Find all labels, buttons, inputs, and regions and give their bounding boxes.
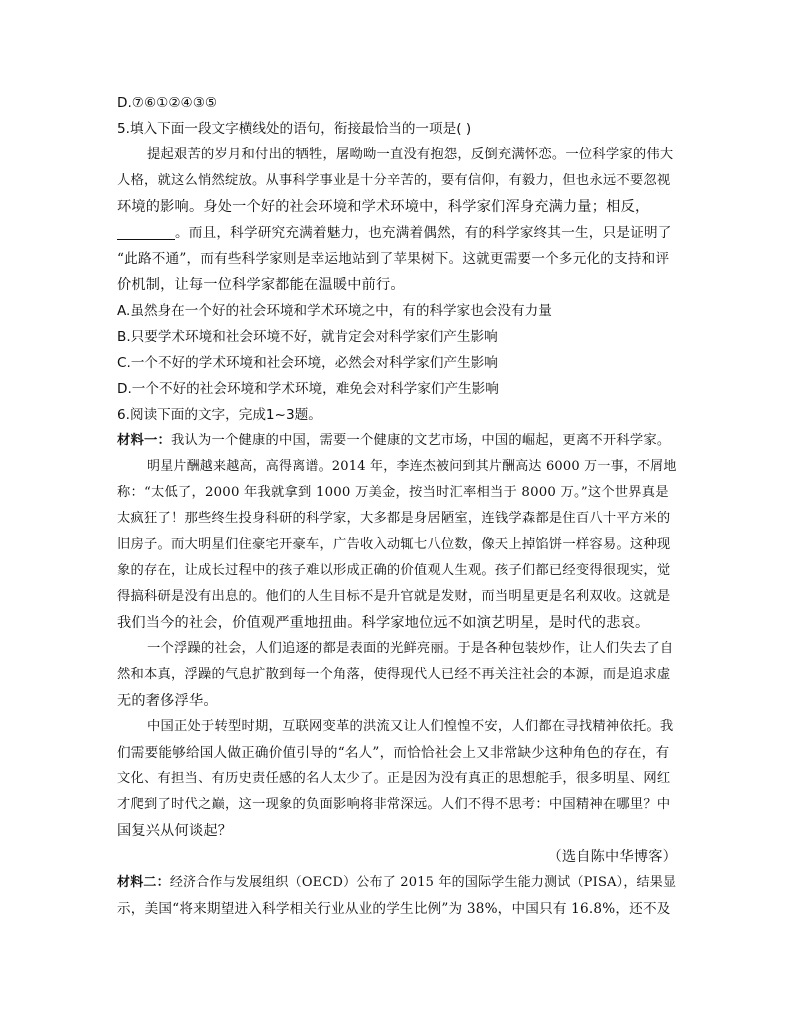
q5-passage-line-5: “此路不通”，而有些科学家则是幸运地站到了苹果树下。这就更需要一个多元化的支持和评 <box>117 251 670 267</box>
q5-passage-line-4 <box>117 220 677 246</box>
material-2-first-line <box>117 870 677 896</box>
question-5-stem: 5.填入下面一段文字横线处的语句，衔接最恰当的一项是( ) <box>117 121 472 137</box>
q5-option-a: A.虽然身在一个好的社会环境和学术环境之中，有的科学家也会没有力量 <box>117 303 552 319</box>
material-1-first-line <box>117 428 677 454</box>
q5-passage-line-6: 价机制，让每一位科学家都能在温暖中前行。 <box>117 277 405 293</box>
m1-line-6: 得搞科研是没有出息的。他们的人生目标不是升官就是发财，而当明星更是名利双收。这就是 <box>117 589 671 604</box>
m1-line-14: 才爬到了时代之巅，这一现象的负面影响将非常深远。人们不得不思考：中国精神在哪里？中 <box>117 797 671 812</box>
material-2-label: 材料二： <box>117 875 170 890</box>
source-attribution: （选自陈中华博客） <box>547 849 677 865</box>
q5-passage-line-3: 环境的影响。身处一个好的社会环境和学术环境中，科学家们浑身充满力量；相反， <box>117 199 650 215</box>
m1-line-1: 明星片酬越来越高，高得离谱。2014 年，李连杰被问到其片酬高达 6000 万一事，不屑地 <box>147 459 677 474</box>
m1-line-5: 象的存在，让成长过程中的孩子难以形成正确的价值观人生观。孩子们都已经变得很现实，觉 <box>117 563 671 578</box>
m1-line-4: 旧房子。而大明星们住豪宅开豪车，广告收入动辄七八位数，像天上掉馅饼一样容易。这种现 <box>117 537 671 552</box>
m1-line-2: 称：“太低了，2000 年我就拿到 1000 万美金，按当时汇率相当于 8000 万。”这个世界真是 <box>117 485 669 500</box>
q5-option-b: B.只要学术环境和社会环境不好，就肯定会对科学家们产生影响 <box>117 329 498 345</box>
q5-option-c: C.一个不好的学术环境和社会环境，必然会对科学家们产生影响 <box>117 355 498 371</box>
m1-line-9: 然和本真，浮躁的气息扩散到每一个角落，使得现代人已经不再关注社会的本源，而是追求虚 <box>117 667 671 682</box>
material-1-label: 材料一： <box>117 433 171 448</box>
m1-line-11: 中国正处于转型时期，互联网变革的洪流又让人们惶惶不安，人们都在寻找精神依托。我 <box>147 719 674 734</box>
m1-line-12: 们需要能够给国人做正确价值引导的“名人”，而恰恰社会上又非常缺少这种角色的存在，有 <box>117 745 670 761</box>
m1-line-8: 一个浮躁的社会，人们追逐的都是表面的光鲜亮丽。于是各种包装炒作，让人们失去了自 <box>147 641 674 656</box>
m1-line-7: 我们当今的社会，价值观严重地扭曲。科学家地位远不如演艺明星，是时代的悲哀。 <box>117 615 650 631</box>
m1-line-10: 无的奢侈浮华。 <box>117 693 218 709</box>
fill-in-blank <box>117 223 175 240</box>
question-6-stem: 6.阅读下面的文字，完成1~3题。 <box>117 407 322 423</box>
m1-line-15: 国复兴从何谈起？ <box>117 823 233 839</box>
q5-passage-line-2: 人格，就这么悄然绽放。从事科学事业是十分辛苦的，要有信仰，有毅力，但也永远不要忽视 <box>117 173 671 188</box>
q5-passage-line-4-text: 。而且，科学研究充满着魅力，也充满着偶然，有的科学家终其一生，只是证明了 <box>175 225 672 241</box>
prev-question-option-d: D.⑦⑥①②④③⑤ <box>117 95 218 111</box>
material-2-first-text: 经济合作与发展组织（OECD）公布了 2015 年的国际学生能力测试（PISA），结果显 <box>169 875 677 890</box>
q5-option-d: D.一个不好的社会环境和学术环境，难免会对科学家们产生影响 <box>117 381 499 397</box>
material-1-first-text: 我认为一个健康的中国，需要一个健康的文艺市场，中国的崛起，更离不开科学家。 <box>171 433 671 448</box>
q5-passage-line-1: 提起艰苦的岁月和付出的牺牲，屠呦呦一直没有抱怨，反倒充满怀恋。一位科学家的伟大 <box>147 147 674 162</box>
m1-line-13: 文化、有担当、有历史责任感的名人太少了。正是因为没有真正的思想舵手，很多明星、网红 <box>117 771 671 786</box>
material-2-second-line: 示，美国“将来期望进入科学相关行业从业的学生比例”为 38%，中国只有 16.8%，还不及 <box>117 901 671 917</box>
content-column <box>117 90 677 922</box>
m1-line-3: 太疯狂了！那些终生投身科研的科学家，大多都是身居陋室，连钱学森都是住百八十平方米的 <box>117 511 671 526</box>
